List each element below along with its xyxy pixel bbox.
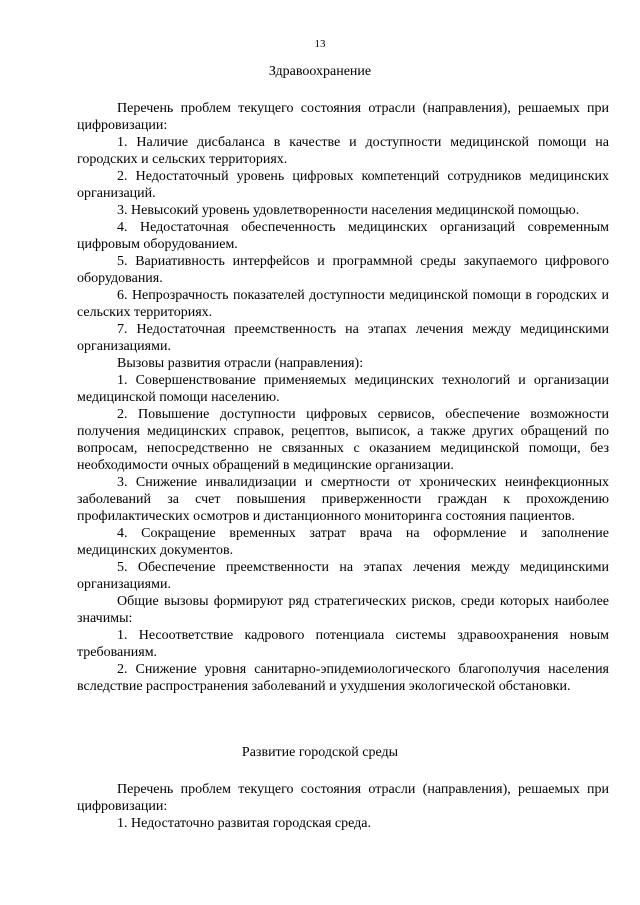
problem-item: 3. Невысокий уровень удовлетворенности населения медицинской помощью. <box>117 203 580 218</box>
challenge-item: 1. Совершенствование применяемых медицинских технологий и организации медицинской помощи населению. <box>77 373 609 405</box>
section-title-healthcare: Здравоохранение <box>268 64 372 79</box>
section-title-urban-environment: Развитие городской среды <box>241 745 399 760</box>
challenge-item: 2. Повышение доступности цифровых сервисов, обеспечение возможности получения медицинских справок, рецептов, выписок, а также других обращений по вопросам, непосредственно не связанных с оказанием медицинской помощи, без необходимости очных обращений в медицинские организации. <box>77 407 609 473</box>
problem-item: 1. Недостаточно развитая городская среда. <box>117 816 372 831</box>
paragraph: Вызовы развития отрасли (направления): <box>117 356 364 371</box>
paragraph: Перечень проблем текущего состояния отрасли (направления), решаемых при цифровизации: <box>77 782 609 814</box>
problem-item: 2. Недостаточный уровень цифровых компетенций сотрудников медицинских организаций. <box>77 169 609 201</box>
problem-item: 1. Наличие дисбаланса в качестве и доступности медицинской помощи на городских и сельских территориях. <box>77 135 609 167</box>
risk-item: 2. Снижение уровня санитарно-эпидемиологического благополучия населения вследствие распространения заболеваний и ухудшения экологической обстановки. <box>77 662 609 694</box>
page-number: 13 <box>314 38 326 50</box>
paragraph: Перечень проблем текущего состояния отрасли (направления), решаемых при цифровизации: <box>77 101 609 133</box>
problem-item: 5. Вариативность интерфейсов и программной среды закупаемого цифрового оборудования. <box>77 254 609 286</box>
challenge-item: 5. Обеспечение преемственности на этапах лечения между медицинскими организациями. <box>77 560 609 592</box>
challenge-item: 4. Сокращение временных затрат врача на оформление и заполнение медицинских документов. <box>77 526 609 558</box>
section-body-urban-environment <box>77 781 609 832</box>
problem-item: 6. Непрозрачность показателей доступности медицинской помощи в городских и сельских территориях. <box>77 288 609 320</box>
paragraph: Общие вызовы формируют ряд стратегических рисков, среди которых наиболее значимы: <box>77 594 609 626</box>
section-body-healthcare <box>77 100 609 695</box>
challenge-item: 3. Снижение инвалидизации и смертности от хронических неинфекционных заболеваний за счет повышения приверженности граждан к прохождению профилактических осмотров и дистанционного мониторинга состояния пациентов. <box>77 475 609 524</box>
problem-item: 4. Недостаточная обеспеченность медицинских организаций современным цифровым оборудованием. <box>77 220 609 252</box>
problem-item: 7. Недостаточная преемственность на этапах лечения между медицинскими организациями. <box>77 322 609 354</box>
risk-item: 1. Несоответствие кадрового потенциала системы здравоохранения новым требованиям. <box>77 628 609 660</box>
